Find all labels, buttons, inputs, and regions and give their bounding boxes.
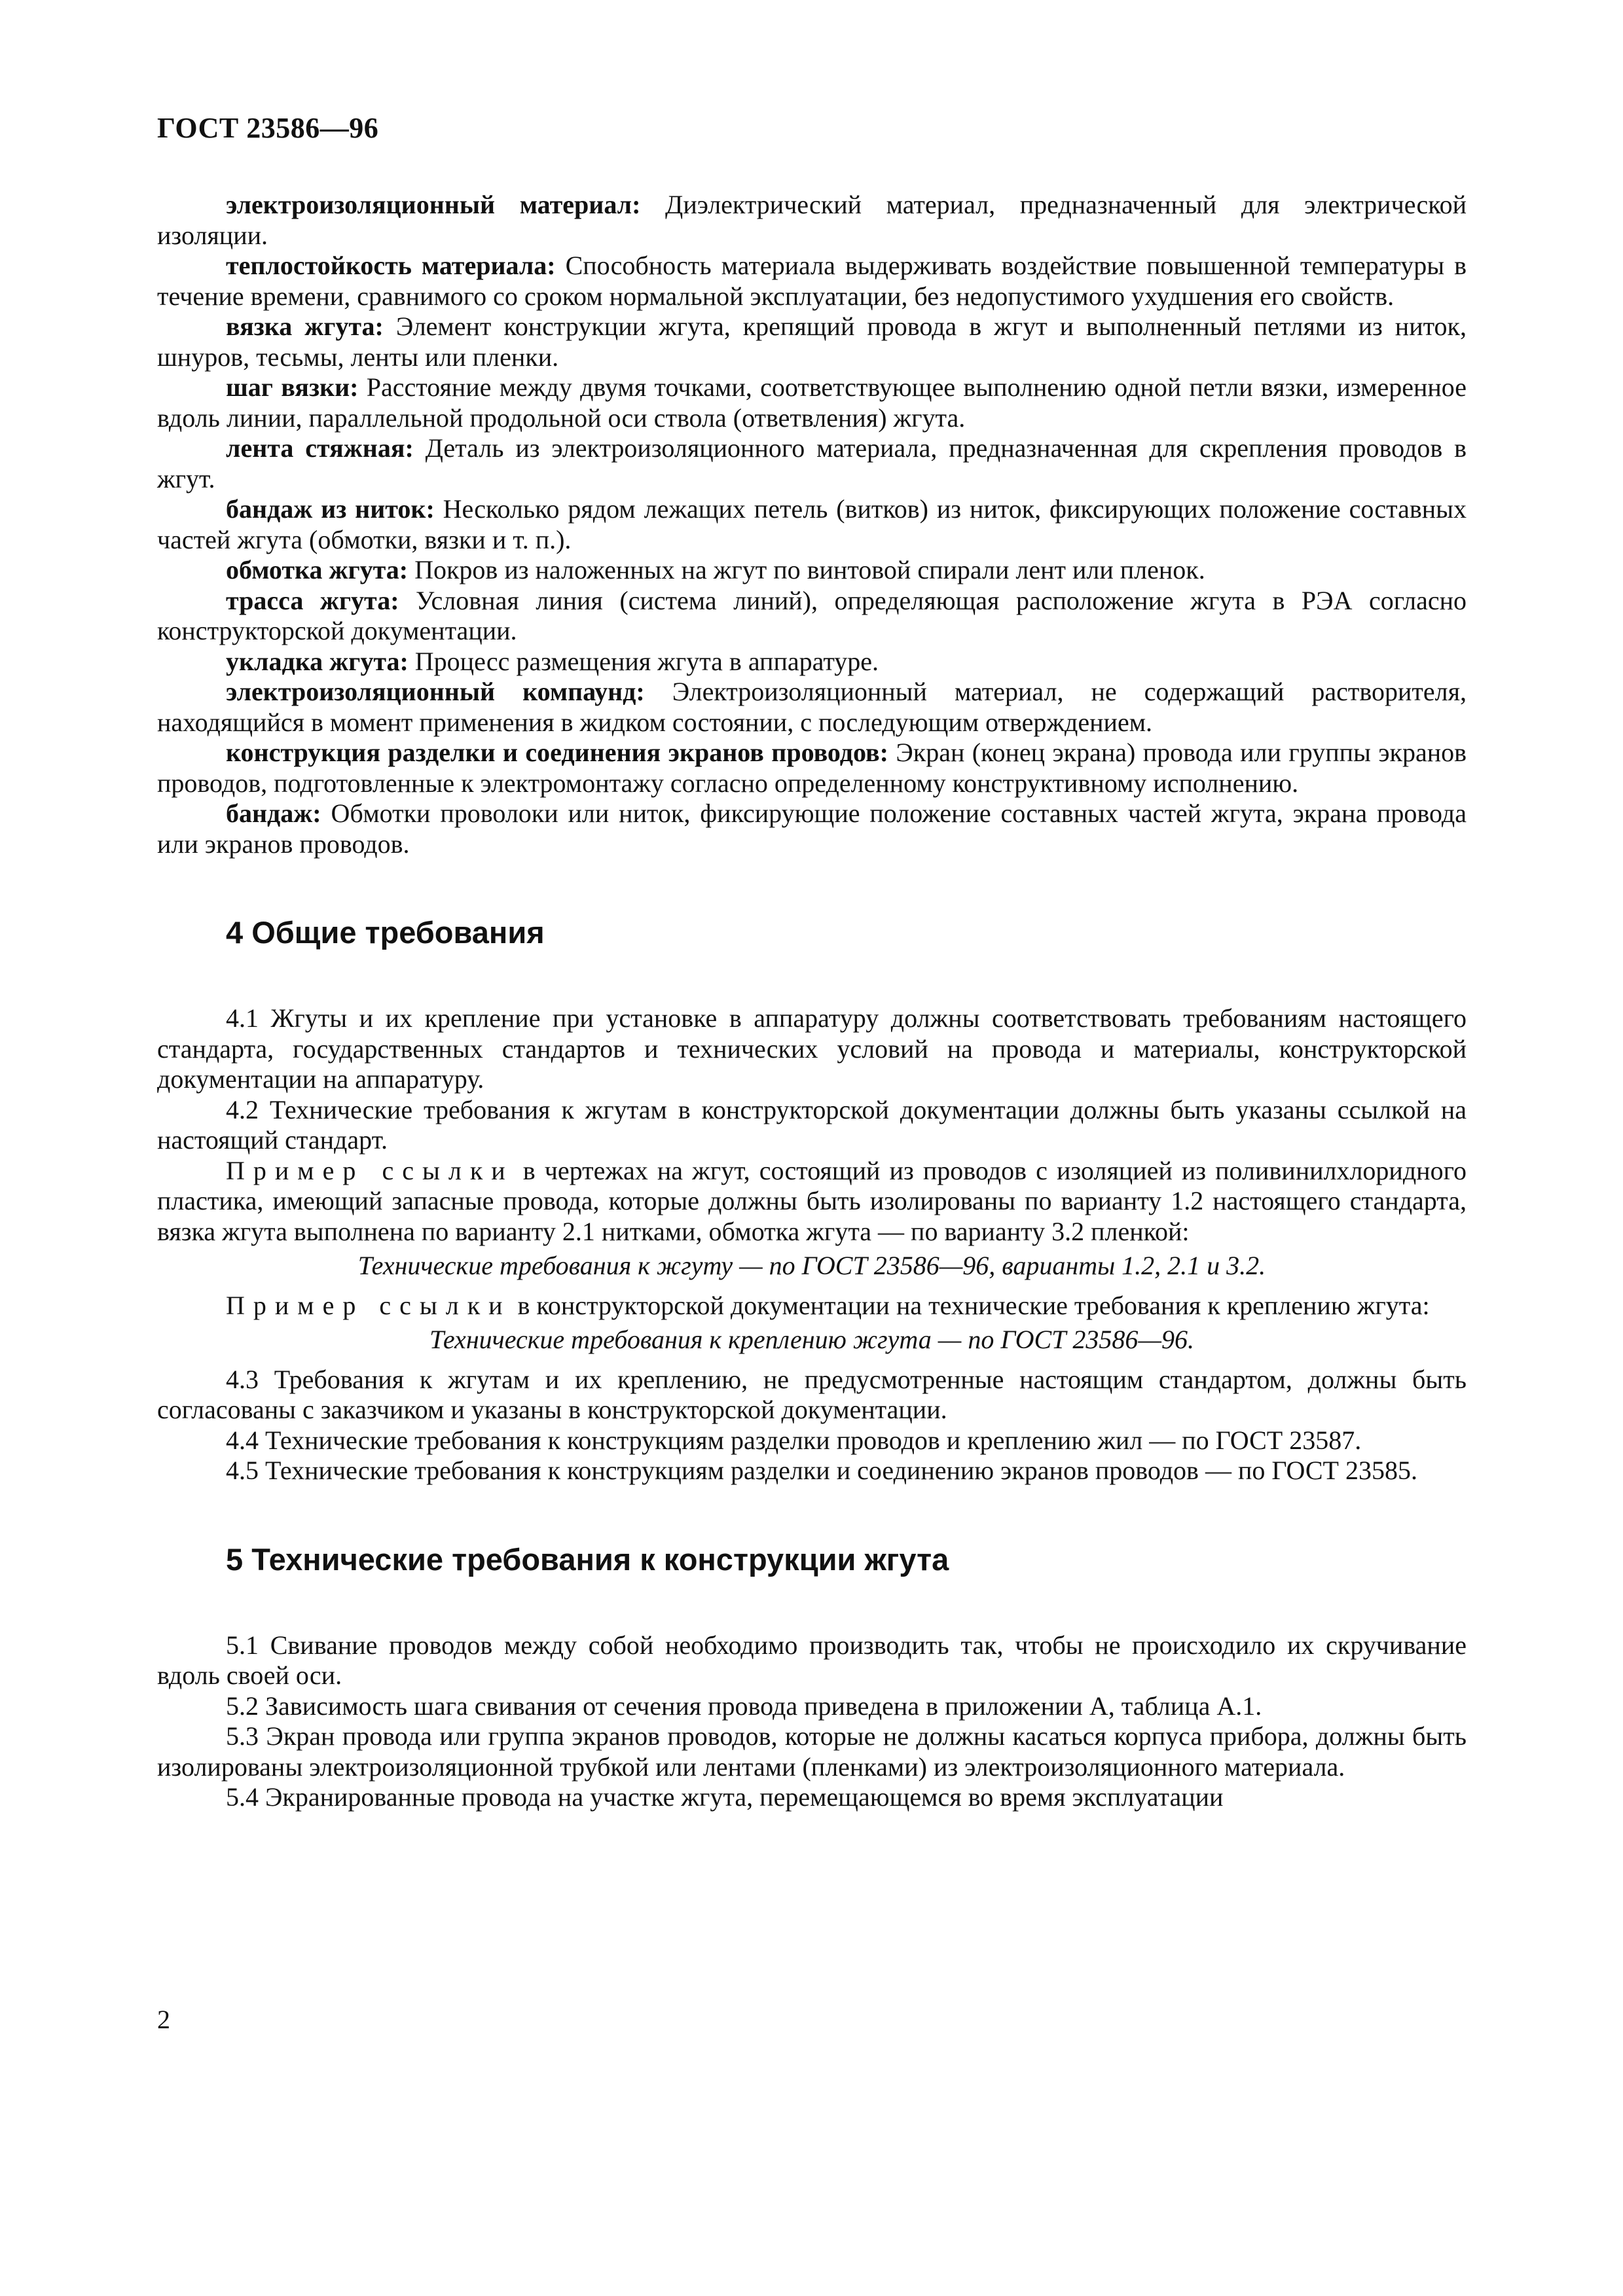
- definition-text: Несколько рядом лежащих петель (витков) из ниток, фиксирующих положение составных частей жгута (обмотки, вязки и т. п.).: [157, 494, 1467, 554]
- definition-term: обмотка жгута:: [226, 555, 409, 584]
- definition-text: Процесс размещения жгута в аппаратуре.: [408, 646, 879, 676]
- definition-4: [157, 372, 1467, 433]
- definition-term: укладка жгута:: [226, 646, 409, 676]
- example-1: [157, 1156, 1467, 1247]
- definition-term: бандаж из ниток:: [226, 494, 435, 524]
- definition-term: трасса жгута:: [226, 585, 399, 615]
- example-2: [157, 1291, 1467, 1321]
- paragraph-5-4: 5.4 Экранированные провода на участке жгута, перемещающемся во время эксплуатации: [226, 1782, 1224, 1812]
- section-4-heading: 4 Общие требования: [226, 915, 545, 950]
- example-label: Пример ссылки: [226, 1290, 511, 1320]
- paragraph-5-3: 5.3 Экран провода или группа экранов проводов, которые не должны касаться корпуса прибора, должны быть изолированы электроизоляционной трубкой или лентами (пленками) из электроизоляционного материала.: [157, 1721, 1467, 1782]
- definition-5: [157, 433, 1467, 494]
- paragraph-4-5: 4.5 Технические требования к конструкциям разделки и соединению экранов проводов — по ГОСТ 23585.: [226, 1456, 1417, 1485]
- definition-term: электроизоляционный компаунд:: [226, 677, 645, 706]
- example-2-reference: Технические требования к креплению жгута — по ГОСТ 23586—96.: [429, 1325, 1194, 1354]
- paragraph-5-2: 5.2 Зависимость шага свивания от сечения провода приведена в приложении А, таблица А.1.: [226, 1691, 1262, 1721]
- definition-text: Расстояние между двумя точками, соответствующее выполнению одной петли вязки, измеренное вдоль линии, параллельной продольной оси ствола (ответвления) жгута.: [157, 372, 1467, 433]
- paragraph-4-3: 4.3 Требования к жгутам и их креплению, не предусмотренные настоящим стандартом, должны быть согласованы с заказчиком и указаны в конструкторской документации.: [157, 1364, 1467, 1424]
- definition-11: [157, 738, 1467, 798]
- page-content: [157, 190, 1467, 1813]
- definition-term: шаг вязки:: [226, 372, 359, 402]
- definition-12: [157, 798, 1467, 859]
- definition-3: [157, 312, 1467, 372]
- paragraph-5-1: 5.1 Свивание проводов между собой необходимо производить так, чтобы не происходило их скручивание вдоль своей оси.: [157, 1630, 1467, 1690]
- definition-6: [157, 494, 1467, 555]
- definition-9: [157, 647, 1467, 677]
- definition-text: Экран (конец экрана) провода или группы экранов проводов, подготовленные к электромонтажу согласно определенному конструктивному исполнению.: [157, 738, 1467, 798]
- definition-2: [157, 251, 1467, 312]
- example-label: Пример ссылки: [226, 1155, 514, 1185]
- definition-term: лента стяжная:: [226, 433, 414, 463]
- section-5-heading: 5 Технические требования к конструкции жгута: [226, 1541, 949, 1577]
- definition-text: Условная линия (система линий), определяющая расположение жгута в РЭА согласно конструкторской документации.: [157, 585, 1467, 645]
- definition-text: Обмотки проволоки или ниток, фиксирующие положение составных частей жгута, экрана провода или экранов проводов.: [157, 798, 1467, 859]
- example-1-reference: Технические требования к жгуту — по ГОСТ 23586—96, варианты 1.2, 2.1 и 3.2.: [357, 1251, 1266, 1280]
- page-number: 2: [157, 2005, 170, 2034]
- definition-text: Электроизоляционный материал, не содержащий растворителя, находящийся в момент применения в жидком состоянии, с последующим отверждением.: [157, 677, 1467, 737]
- definition-text: Деталь из электроизоляционного материала, предназначенная для скрепления проводов в жгут.: [157, 433, 1467, 493]
- example-text: в конструкторской документации на технические требования к креплению жгута:: [511, 1290, 1430, 1320]
- paragraph-4-1: 4.1 Жгуты и их крепление при установке в аппаратуру должны соответствовать требованиям настоящего стандарта, государственных стандартов и технических условий на провода и материалы, конструкторской документации на аппаратуру.: [157, 1003, 1467, 1094]
- definition-text: Способность материала выдерживать воздействие повышенной температуры в течение времени, сравнимого со сроком нормальной эксплуатации, без недопустимого ухудшения его свойств.: [157, 251, 1467, 311]
- paragraph-4-2: 4.2 Технические требования к жгутам в конструкторской документации должны быть указаны ссылкой на настоящий стандарт.: [157, 1094, 1467, 1155]
- definition-term: бандаж:: [226, 798, 321, 828]
- definition-term: теплостойкость материала:: [226, 251, 556, 280]
- example-text: в чертежах на жгут, состоящий из проводов с изоляцией из поливинилхлоридного пластика, имеющий запасные провода, которые должны быть изолированы по варианту 1.2 настоящего стандарта, вязка жгута выполнена по варианту 2.1 нитками, обмотка жгута — по варианту 3.2 пленкой:: [157, 1155, 1467, 1246]
- definition-term: электроизоляционный материал:: [226, 190, 641, 219]
- definition-text: Диэлектрический материал, предназначенный для электрической изоляции.: [157, 190, 1467, 250]
- definition-term: конструкция разделки и соединения экранов проводов:: [226, 738, 888, 767]
- definition-8: [157, 586, 1467, 647]
- document-code-header: ГОСТ 23586—96: [157, 112, 379, 144]
- definition-term: вязка жгута:: [226, 312, 384, 341]
- definition-text: Элемент конструкции жгута, крепящий провода в жгут и выполненный петлями из ниток, шнуров, тесьмы, ленты или пленки.: [157, 312, 1467, 372]
- definition-7: [157, 555, 1467, 586]
- paragraph-4-4: 4.4 Технические требования к конструкциям разделки проводов и креплению жил — по ГОСТ 23587.: [226, 1425, 1362, 1455]
- definition-10: [157, 677, 1467, 738]
- definition-1: [157, 190, 1467, 251]
- definition-text: Покров из наложенных на жгут по винтовой спирали лент или пленок.: [408, 555, 1205, 584]
